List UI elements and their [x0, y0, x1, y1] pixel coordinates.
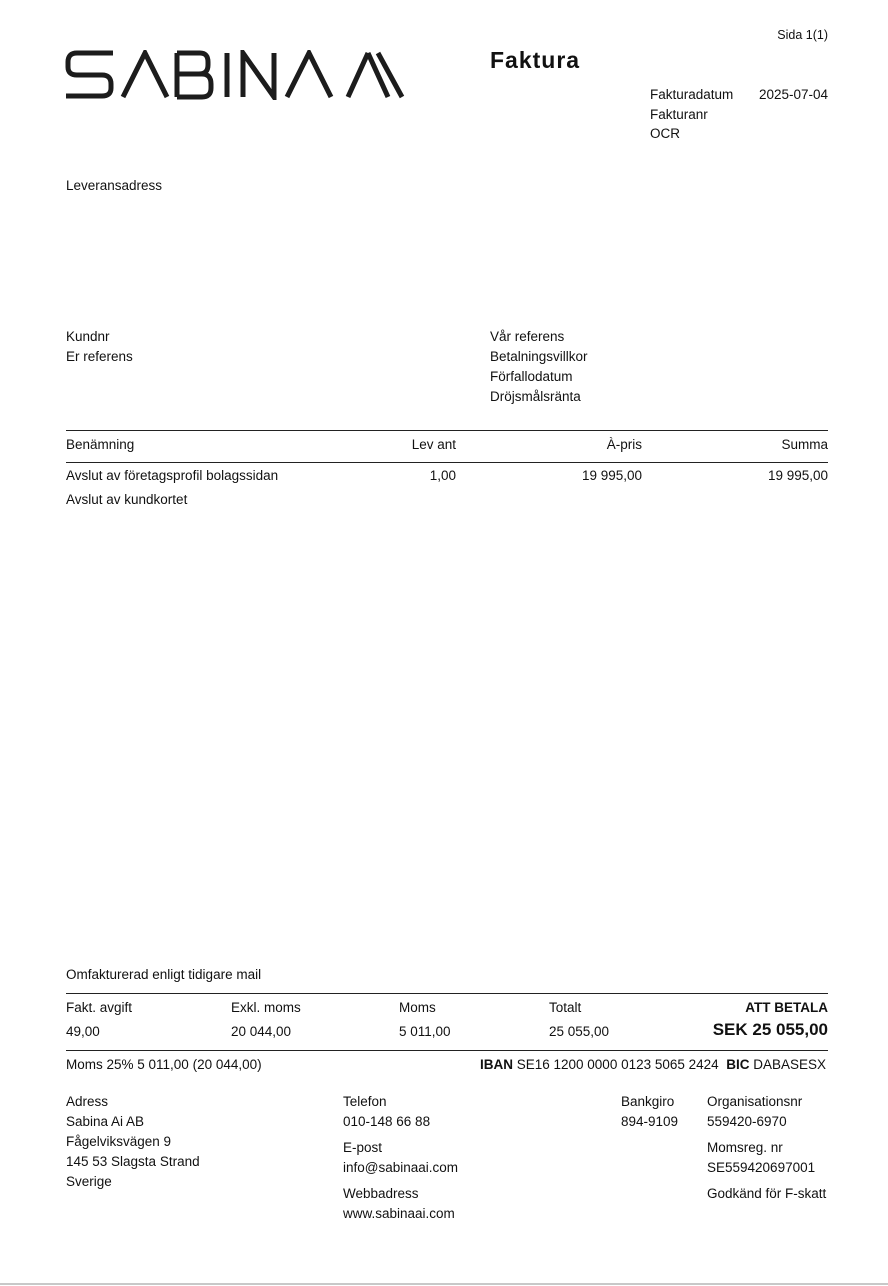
table-top-divider [66, 430, 828, 431]
column-header-sum: Summa [781, 437, 828, 452]
row-description: Avslut av kundkortet [66, 492, 188, 507]
row-description: Avslut av företagsprofil bolagssidan [66, 468, 279, 483]
vat-value: 5 011,00 [399, 1024, 451, 1039]
address-line: 145 53 Slagsta Strand [66, 1154, 200, 1169]
total-label: Totalt [549, 1000, 582, 1015]
amount-due-label: ATT BETALA [745, 1000, 828, 1015]
address-line: Fågelviksvägen 9 [66, 1134, 172, 1149]
website-link[interactable]: www.sabinaai.com [343, 1206, 455, 1221]
column-header-description: Benämning [66, 437, 135, 452]
bank-details [480, 1057, 826, 1072]
address-line: Sabina Ai AB [66, 1114, 145, 1129]
due-date-label: Förfallodatum [490, 369, 573, 384]
vat-label: Moms [399, 1000, 436, 1015]
excl-vat-label: Exkl. moms [231, 1000, 301, 1015]
vat-summary: Moms 25% 5 011,00 (20 044,00) [66, 1057, 262, 1072]
fee-value: 49,00 [66, 1024, 100, 1039]
bankgiro-value: 894-9109 [621, 1114, 679, 1129]
iban-value: SE16 1200 0000 0123 5065 2424 [516, 1057, 719, 1072]
row-quantity: 1,00 [429, 468, 456, 483]
email-link[interactable]: info@sabinaai.com [343, 1160, 459, 1175]
late-interest-label: Dröjsmålsränta [490, 389, 581, 404]
table-header-divider [66, 462, 828, 463]
company-logo [65, 50, 405, 100]
row-sum: 19 995,00 [767, 468, 828, 483]
column-header-quantity: Lev ant [411, 437, 456, 452]
page-indicator: Sida 1(1) [777, 28, 828, 42]
bankgiro-label: Bankgiro [621, 1094, 675, 1109]
excl-vat-value: 20 044,00 [231, 1024, 292, 1039]
brand-text: SABINA AI [65, 50, 70, 51]
total-value: 25 055,00 [549, 1024, 610, 1039]
website-label: Webbadress [343, 1186, 419, 1201]
our-reference-label: Vår referens [490, 329, 565, 344]
page-bottom-border [0, 1283, 888, 1285]
vat-reg-value: SE559420697001 [707, 1160, 816, 1175]
totals-bottom-divider [66, 1050, 828, 1051]
org-number-label: Organisationsnr [707, 1094, 803, 1109]
bic-value: DABASESX [753, 1057, 826, 1072]
row-unit-price: 19 995,00 [581, 468, 642, 483]
phone-value: 010-148 66 88 [343, 1114, 431, 1129]
phone-label: Telefon [343, 1094, 387, 1109]
address-line: Sverige [66, 1174, 112, 1189]
customer-number-label: Kundnr [66, 329, 110, 344]
bic-label: BIC [726, 1057, 750, 1072]
email-label: E-post [343, 1140, 383, 1155]
delivery-address-label: Leveransadress [66, 178, 163, 193]
amount-due-value: SEK 25 055,00 [712, 1020, 828, 1039]
address-label: Adress [66, 1094, 109, 1109]
fee-label: Fakt. avgift [66, 1000, 133, 1015]
document-title: Faktura [490, 47, 581, 73]
f-tax-approval: Godkänd för F-skatt [707, 1186, 827, 1201]
invoice-date-label: Fakturadatum [650, 87, 734, 102]
payment-terms-label: Betalningsvillkor [490, 349, 588, 364]
your-reference-label: Er referens [66, 349, 133, 364]
org-number-value: 559420-6970 [707, 1114, 787, 1129]
iban-label: IBAN [479, 1057, 513, 1072]
invoice-note: Omfakturerad enligt tidigare mail [66, 967, 262, 982]
invoice-date-value: 2025-07-04 [758, 87, 828, 102]
invoice-number-label: Fakturanr [650, 107, 708, 122]
vat-reg-label: Momsreg. nr [707, 1140, 783, 1155]
column-header-unit-price: À-pris [606, 437, 642, 452]
ocr-label: OCR [650, 126, 680, 141]
totals-top-divider [66, 993, 828, 994]
